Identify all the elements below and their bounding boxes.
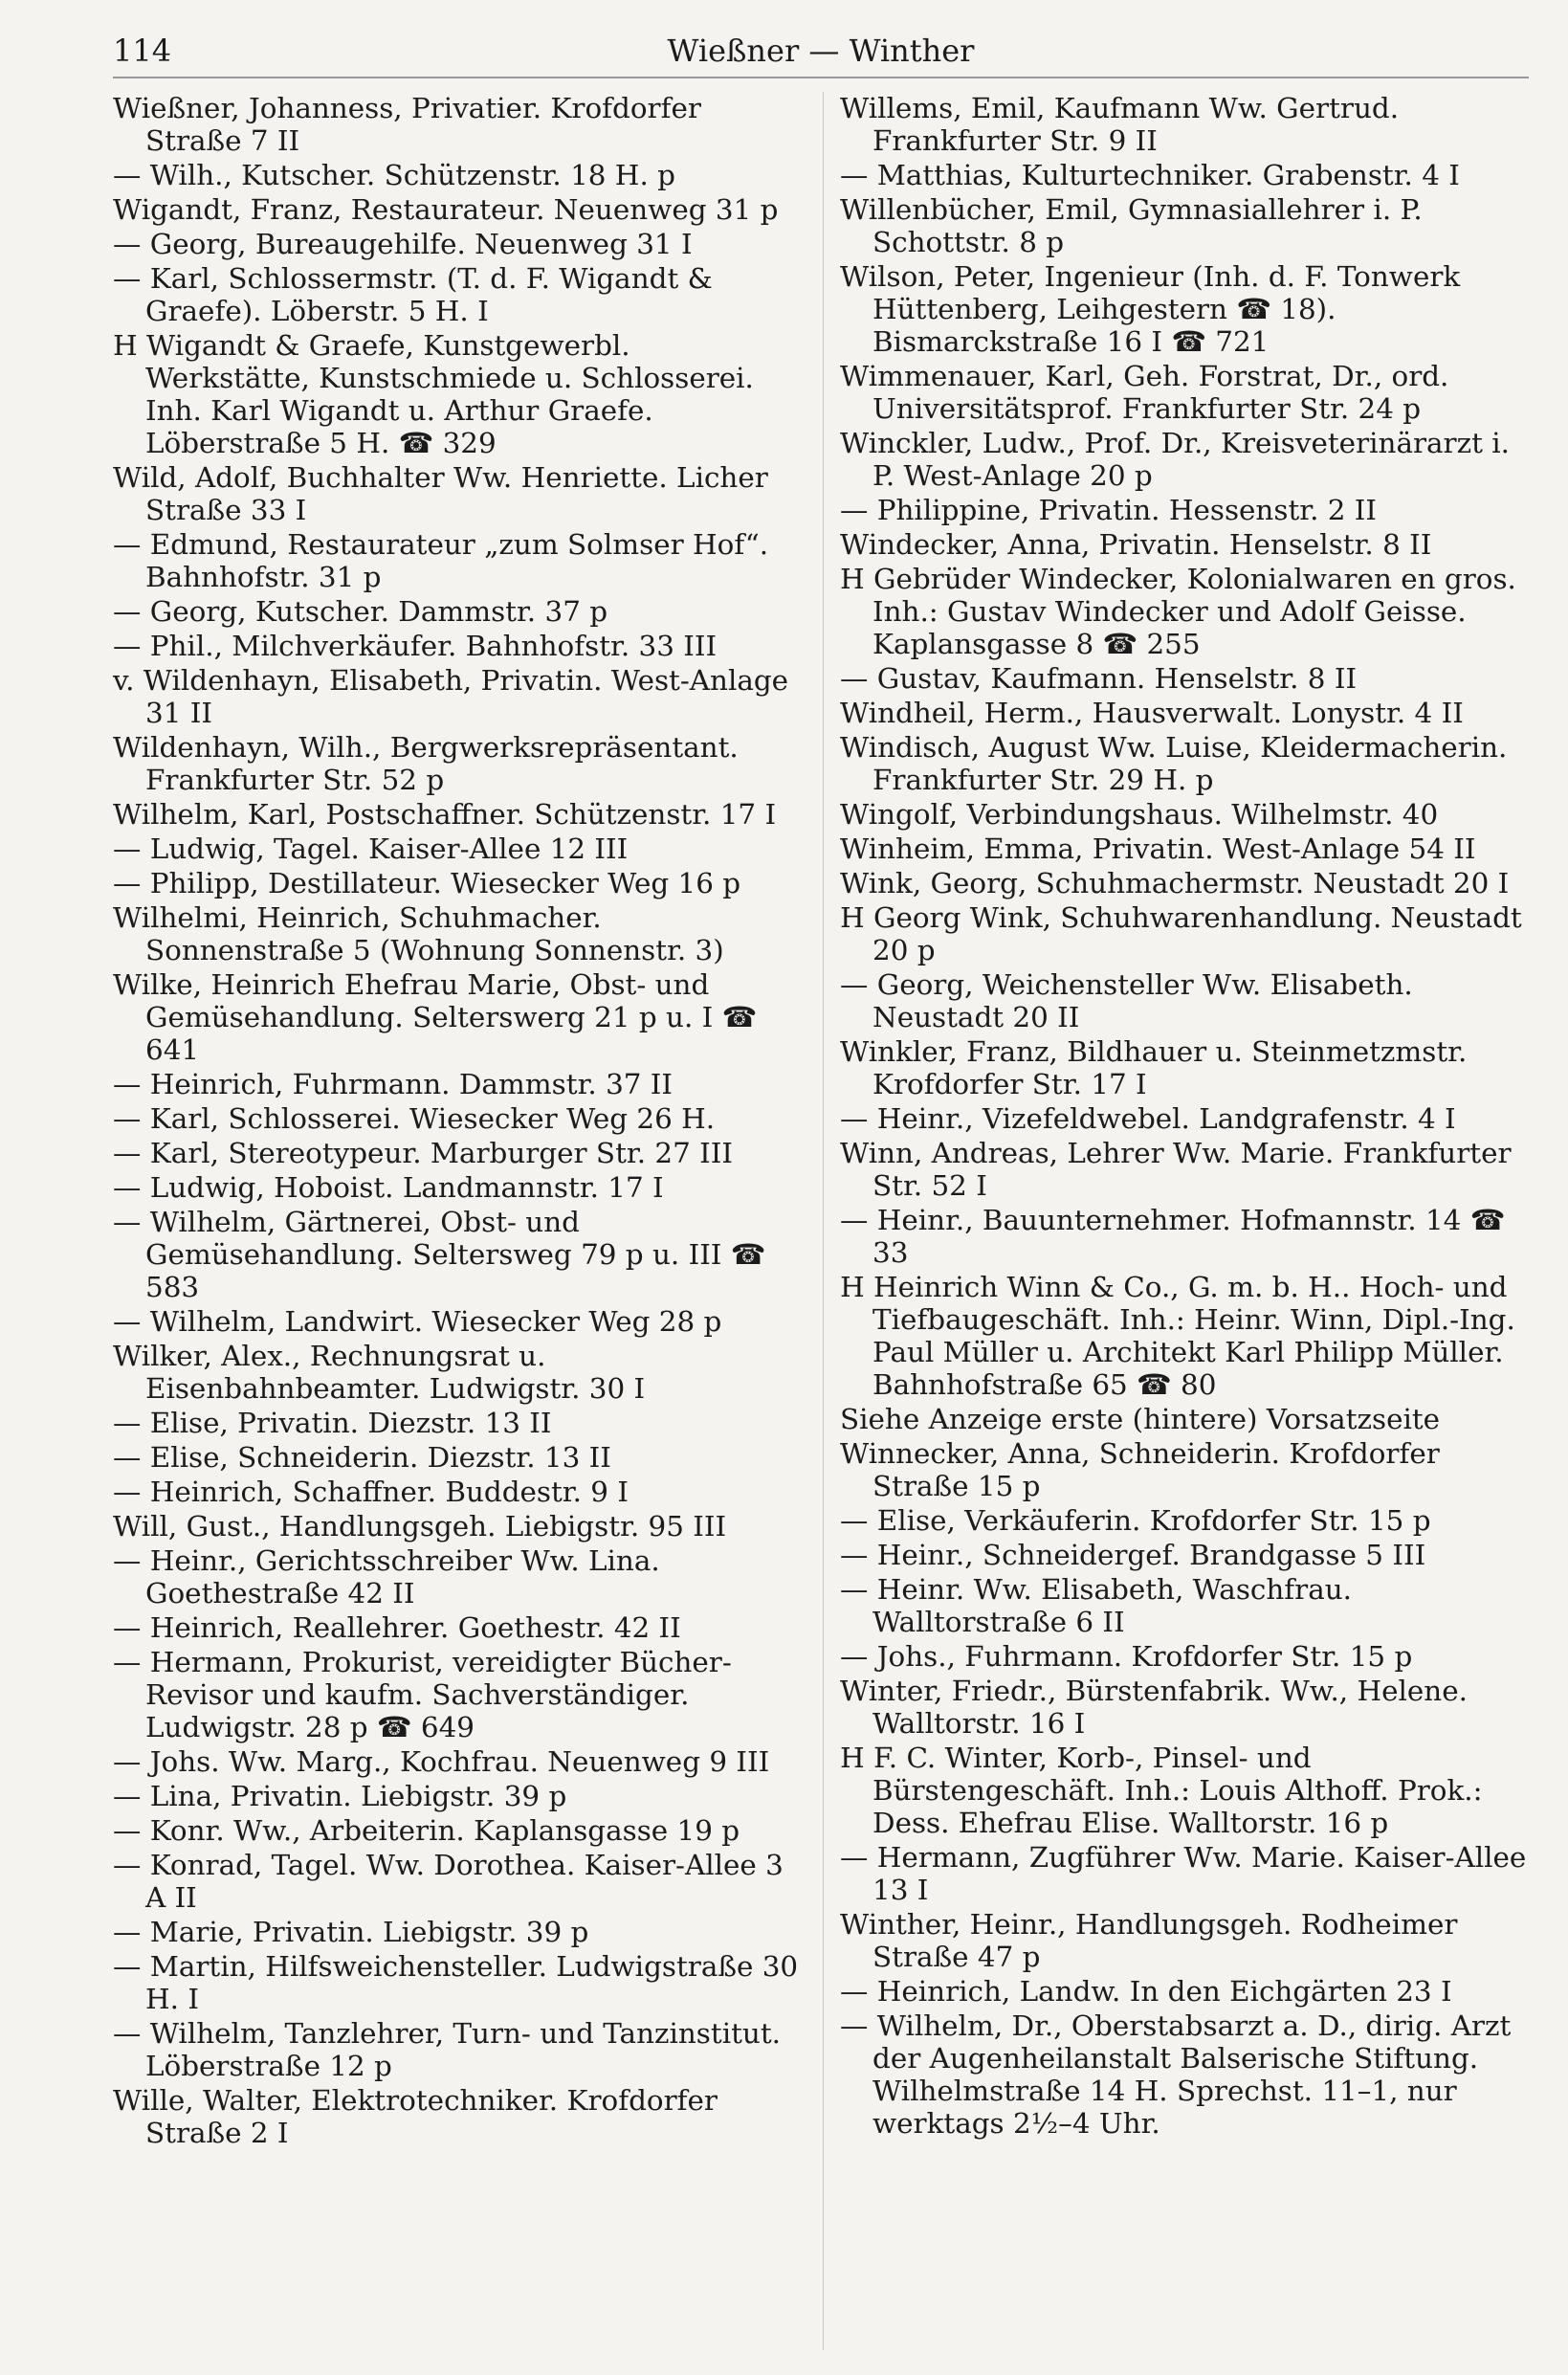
running-title: Wießner — Winther (667, 33, 975, 69)
entry: — Wilhelm, Landwirt. Wiesecker Weg 28 p (113, 1305, 722, 1338)
entry: — Hermann, Prokurist, vereidigter Bücher-Revisor und kaufm. Sachverständiger. Ludwigstr. 28 p ☎ 649 (113, 1646, 732, 1743)
entry: — Heinrich, Reallehrer. Goethestr. 42 II (113, 1611, 681, 1644)
entry: H F. C. Winter, Korb-, Pinsel- und Bürstengeschäft. Inh.: Louis Althoff. Prok.: Dess. Ehefrau Elise. Walltorstr. 16 p (840, 1742, 1483, 1839)
entry: Wilker, Alex., Rechnungsrat u. Eisenbahnbeamter. Ludwigstr. 30 I (113, 1340, 646, 1405)
page-number: 114 (113, 33, 172, 69)
entry: Willenbücher, Emil, Gymnasiallehrer i. P. Schottstr. 8 p (840, 193, 1423, 258)
entry: Winkler, Franz, Bildhauer u. Steinmetzmstr. Krofdorfer Str. 17 I (840, 1035, 1468, 1100)
entry: — Lina, Privatin. Liebigstr. 39 p (113, 1780, 567, 1812)
entry: — Karl, Schlossermstr. (T. d. F. Wigandt & Graefe). Löberstr. 5 H. I (113, 262, 713, 327)
entry: Wigandt, Franz, Restaurateur. Neuenweg 31 p (113, 193, 779, 226)
entry: Wink, Georg, Schuhmachermstr. Neustadt 20 I (840, 867, 1510, 899)
entry: — Heinrich, Fuhrmann. Dammstr. 37 II (113, 1068, 674, 1100)
entry: H Georg Wink, Schuhwarenhandlung. Neustadt 20 p (840, 901, 1522, 966)
entry: — Konrad, Tagel. Ww. Dorothea. Kaiser-Allee 3 A II (113, 1849, 784, 1914)
entry: — Karl, Schlosserei. Wiesecker Weg 26 H. (113, 1102, 716, 1135)
entry: — Heinr., Vizefeldwebel. Landgrafenstr. 4 I (840, 1102, 1456, 1135)
entry: H Gebrüder Windecker, Kolonialwaren en gros. Inh.: Gustav Windecker und Adolf Geisse. Kaplansgasse 8 ☎ 255 (840, 563, 1516, 660)
entry: — Georg, Bureaugehilfe. Neuenweg 31 I (113, 228, 693, 260)
entry: — Elise, Verkäuferin. Krofdorfer Str. 15 p (840, 1504, 1431, 1537)
entry: — Edmund, Restaurateur „zum Solmser Hof“. Bahnhofstr. 31 p (113, 528, 769, 593)
right-column (840, 92, 1529, 2142)
entry: — Wilhelm, Dr., Oberstabsarzt a. D., dirig. Arzt der Augenheilanstalt Balserische Stiftung. Wilhelmstraße 14 H. Sprechst. 11–1, nur werktags 2½–4 Uhr. (840, 2009, 1512, 2140)
entry: Wildenhayn, Wilh., Bergwerksrepräsentant. Frankfurter Str. 52 p (113, 731, 739, 796)
page-header (113, 23, 1529, 78)
entry: — Matthias, Kulturtechniker. Grabenstr. 4 I (840, 159, 1460, 191)
entry: Wimmenauer, Karl, Geh. Forstrat, Dr., ord. Universitätsprof. Frankfurter Str. 24 p (840, 360, 1449, 425)
entry: — Martin, Hilfsweichensteller. Ludwigstraße 30 H. I (113, 1950, 799, 2015)
entry: — Philipp, Destillateur. Wiesecker Weg 16 p (113, 867, 741, 899)
entry: — Wilhelm, Tanzlehrer, Turn- und Tanzinstitut. Löberstraße 12 p (113, 2017, 781, 2082)
entry: Wille, Walter, Elektrotechniker. Krofdorfer Straße 2 I (113, 2084, 718, 2149)
entry: — Philippine, Privatin. Hessenstr. 2 II (840, 494, 1378, 526)
entry: Siehe Anzeige erste (hintere) Vorsatzseite (840, 1403, 1441, 1435)
entry: — Hermann, Zugführer Ww. Marie. Kaiser-Allee 13 I (840, 1841, 1527, 1906)
entry: — Johs. Ww. Marg., Kochfrau. Neuenweg 9 III (113, 1745, 770, 1778)
entry: — Heinrich, Schaffner. Buddestr. 9 I (113, 1476, 629, 1508)
entry: Winheim, Emma, Privatin. West-Anlage 54 II (840, 832, 1476, 865)
entry: Wießner, Johanness, Privatier. Krofdorfer Straße 7 II (113, 92, 701, 157)
entry: v. Wildenhayn, Elisabeth, Privatin. West-Anlage 31 II (113, 664, 789, 729)
entry: — Heinr., Gerichtsschreiber Ww. Lina. Goethestraße 42 II (113, 1544, 660, 1609)
entry: — Ludwig, Hoboist. Landmannstr. 17 I (113, 1171, 664, 1204)
entry: H Heinrich Winn & Co., G. m. b. H.. Hoch- und Tiefbaugeschäft. Inh.: Heinr. Winn, Dipl.-Ing. Paul Müller u. Architekt Karl Philipp Müller. Bahnhofstraße 65 ☎ 80 (840, 1271, 1515, 1401)
entry: Willems, Emil, Kaufmann Ww. Gertrud. Frankfurter Str. 9 II (840, 92, 1400, 157)
left-column (113, 92, 802, 2151)
entry: — Wilh., Kutscher. Schützenstr. 18 H. p (113, 159, 675, 191)
entry: Wingolf, Verbindungshaus. Wilhelmstr. 40 (840, 798, 1439, 831)
entry: Windisch, August Ww. Luise, Kleidermacherin. Frankfurter Str. 29 H. p (840, 731, 1508, 796)
entry: Windecker, Anna, Privatin. Henselstr. 8 II (840, 528, 1432, 561)
entry: — Georg, Weichensteller Ww. Elisabeth. Neustadt 20 II (840, 968, 1413, 1033)
entry: Windheil, Herm., Hausverwalt. Lonystr. 4 II (840, 697, 1464, 729)
entry: Winckler, Ludw., Prof. Dr., Kreisveterinärarzt i. P. West-Anlage 20 p (840, 427, 1510, 492)
entry: — Ludwig, Tagel. Kaiser-Allee 12 III (113, 832, 629, 865)
entry: — Wilhelm, Gärtnerei, Obst- und Gemüsehandlung. Seltersweg 79 p u. III ☎ 583 (113, 1206, 766, 1303)
entry: — Heinr., Schneidergef. Brandgasse 5 III (840, 1539, 1426, 1571)
entry: — Marie, Privatin. Liebigstr. 39 p (113, 1916, 589, 1948)
entry: Winn, Andreas, Lehrer Ww. Marie. Frankfurter Str. 52 I (840, 1137, 1512, 1202)
entry: Winnecker, Anna, Schneiderin. Krofdorfer Straße 15 p (840, 1437, 1440, 1502)
entry: — Karl, Stereotypeur. Marburger Str. 27 III (113, 1137, 733, 1169)
entry: — Heinrich, Landw. In den Eichgärten 23 I (840, 1975, 1452, 2008)
entry: Wilhelmi, Heinrich, Schuhmacher. Sonnenstraße 5 (Wohnung Sonnenstr. 3) (113, 901, 724, 966)
entry: H Wigandt & Graefe, Kunstgewerbl. Werkstätte, Kunstschmiede u. Schlosserei. Inh. Karl Wigandt u. Arthur Graefe. Löberstraße 5 H. ☎ 329 (113, 329, 754, 459)
entry: — Johs., Fuhrmann. Krofdorfer Str. 15 p (840, 1640, 1413, 1673)
entry: Wilke, Heinrich Ehefrau Marie, Obst- und Gemüsehandlung. Selterswerg 21 p u. I ☎ 641 (113, 968, 758, 1066)
entry: — Heinr. Ww. Elisabeth, Waschfrau. Walltorstraße 6 II (840, 1573, 1353, 1638)
entry: — Phil., Milchverkäufer. Bahnhofstr. 33 III (113, 630, 718, 662)
entry: Winter, Friedr., Bürstenfabrik. Ww., Helene. Walltorstr. 16 I (840, 1675, 1468, 1740)
entry: Wilson, Peter, Ingenieur (Inh. d. F. Tonwerk Hüttenberg, Leihgestern ☎ 18). Bismarckstraße 16 I ☎ 721 (840, 260, 1461, 358)
entry: Winther, Heinr., Handlungsgeh. Rodheimer Straße 47 p (840, 1908, 1458, 1973)
column-divider (823, 92, 824, 2350)
entry: — Elise, Schneiderin. Diezstr. 13 II (113, 1441, 611, 1474)
entry: — Heinr., Bauunternehmer. Hofmannstr. 14 ☎ 33 (840, 1204, 1506, 1269)
entry: — Konr. Ww., Arbeiterin. Kaplansgasse 19 p (113, 1814, 740, 1847)
entry: — Gustav, Kaufmann. Henselstr. 8 II (840, 662, 1358, 695)
entry: — Georg, Kutscher. Dammstr. 37 p (113, 595, 608, 628)
entry: Wild, Adolf, Buchhalter Ww. Henriette. Licher Straße 33 I (113, 461, 768, 526)
entry: Wilhelm, Karl, Postschaffner. Schützenstr. 17 I (113, 798, 777, 831)
entry: — Elise, Privatin. Diezstr. 13 II (113, 1407, 552, 1439)
entry: Will, Gust., Handlungsgeh. Liebigstr. 95 III (113, 1510, 727, 1543)
